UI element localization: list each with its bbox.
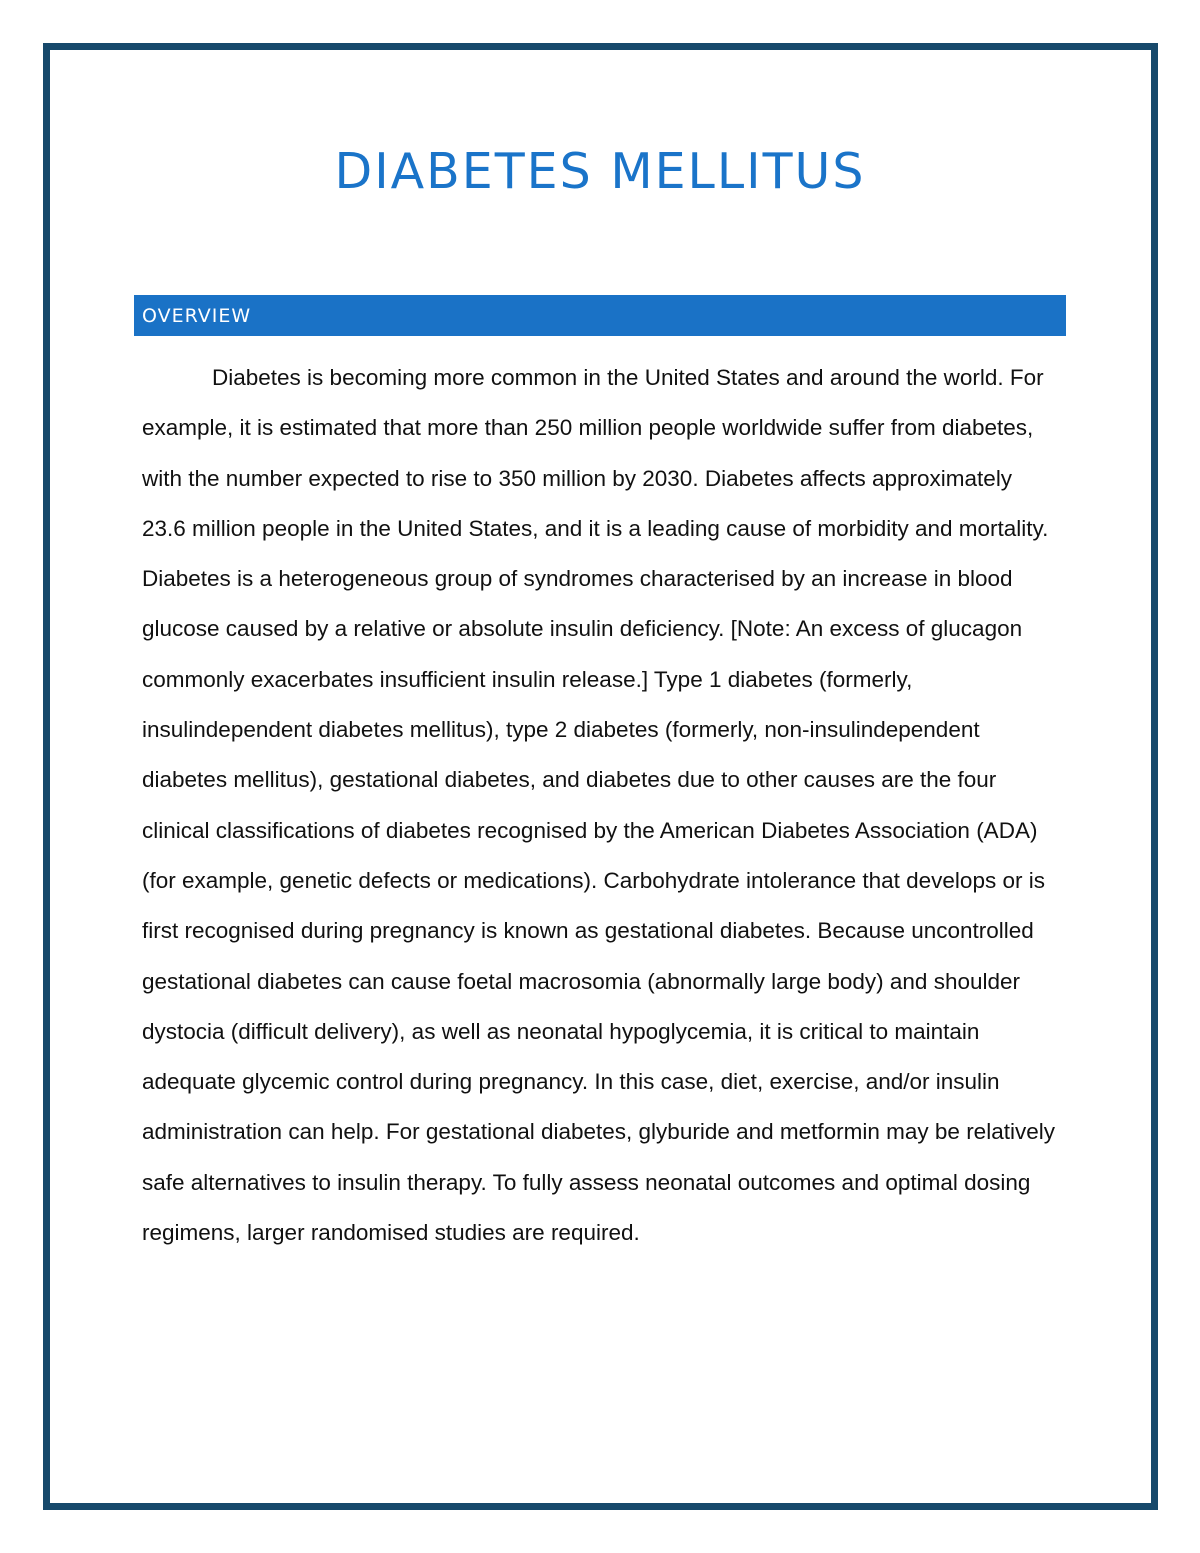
- document-title: DIABETES MELLITUS: [334, 143, 866, 200]
- section-header-label: OVERVIEW: [142, 305, 252, 327]
- overview-paragraph: Diabetes is becoming more common in the United States and around the world. For example, it is estimated that more than 250 million people worldwide suffer from diabetes, with the number expected to rise to 350 million by 2030. Diabetes affects approximately 23.6 million people in the United States, and it is a leading cause of morbidity and mortality. Diabetes is a heterogeneous group of syndromes characterised by an increase in blood glucose caused by a relative or absolute insulin deficiency. [Note: An excess of glucagon commonly exacerbates insufficient insulin release.] Type 1 diabetes (formerly, insulindependent diabetes mellitus), type 2 diabetes (formerly, non-insulindependent diabetes mellitus), gestational diabetes, and diabetes due to other causes are the four clinical classifications of diabetes recognised by the American Diabetes Association (ADA) (for example, genetic defects or medications). Carbohydrate intolerance that develops or is first recognised during pregnancy is known as gestational diabetes. Because uncontrolled gestational diabetes can cause foetal macrosomia (abnormally large body) and shoulder dystocia (difficult delivery), as well as neonatal hypoglycemia, it is critical to maintain adequate glycemic control during pregnancy. In this case, diet, exercise, and/or insulin administration can help. For gestational diabetes, glyburide and metformin may be relatively safe alternatives to insulin therapy. To fully assess neonatal outcomes and optimal dosing regimens, larger randomised studies are required.: [142, 365, 1055, 1246]
- section-header-bar: [134, 295, 1066, 336]
